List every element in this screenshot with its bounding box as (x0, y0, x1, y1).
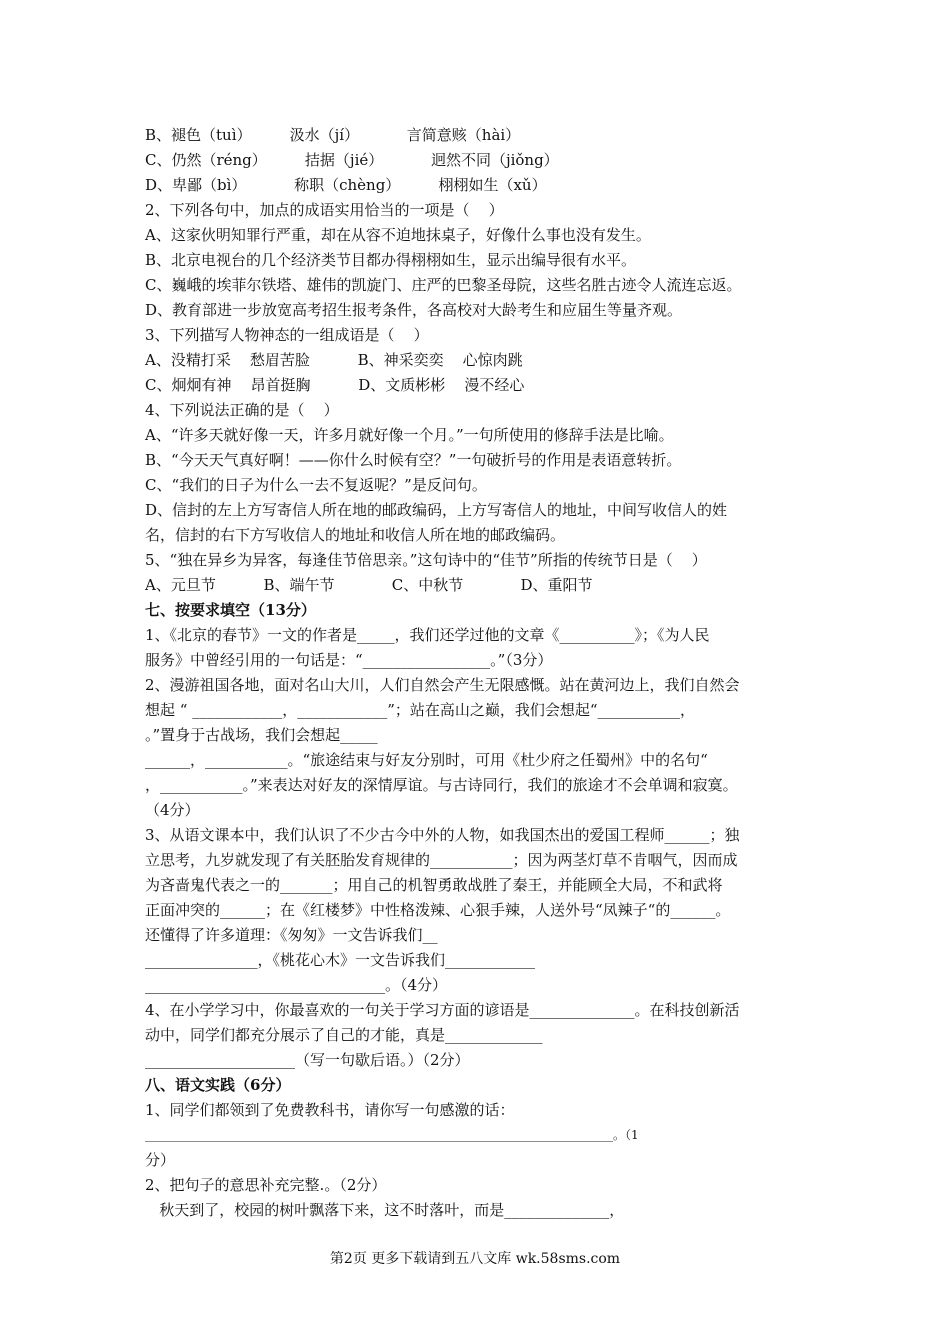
text-line: 1、同学们都领到了免费教科书，请你写一句感激的话： (145, 1101, 515, 1119)
text-line: 动中，同学们都充分展示了自己的才能，真是_____________ (145, 1026, 543, 1044)
text-line: C、“我们的日子为什么一去不复返呢？”是反问句。 (145, 476, 487, 494)
section-heading-8: 八、语文实践（6分） (145, 1076, 291, 1094)
text-line: B、褪色（tuì） 汲水（jí） 言简意赅（hài） (145, 126, 521, 144)
text-line: ，___________。”来表达对好友的深情厚谊。与古诗同行，我们的旅途才不会单调和寂寞。 (145, 776, 738, 794)
text-line: A、元旦节 B、端午节 C、中秋节 D、重阳节 (145, 576, 593, 594)
text-line: 名，信封的右下方写收信人的地址和收信人所在地的邮政编码。 (145, 526, 566, 544)
text-line: 2、漫游祖国各地，面对名山大川，人们自然会产生无限感慨。站在黄河边上，我们自然会 (145, 676, 740, 694)
text-line: ______，___________。“旅途结束与好友分别时，可用《杜少府之任蜀州》中的名句“ (145, 751, 708, 769)
text-line: D、卑鄙（bì） 称职（chèng） 栩栩如生（xǔ） (145, 176, 547, 194)
section-heading-7: 七、按要求填空（13分） (145, 601, 316, 619)
text-line: B、北京电视台的几个经济类节目都办得栩栩如生，显示出编导很有水平。 (145, 251, 637, 269)
text-line: D、信封的左上方写寄信人所在地的邮政编码，上方写寄信人的地址，中间写收信人的姓 (145, 501, 728, 519)
question-3: 3、下列描写人物神态的一组成语是（ ） (145, 326, 429, 344)
text-line: D、教育部进一步放宽高考招生报考条件，各高校对大龄考生和应届生等量齐观。 (145, 301, 683, 319)
text-line: C、炯炯有神 昂首挺胸 D、文质彬彬 漫不经心 (145, 376, 525, 394)
answer-line: ______________________________________________________________________________。（1 (145, 1128, 639, 1142)
text-line: 秋天到了，校园的树叶飘落下来，这不时落叶，而是______________， (145, 1201, 625, 1219)
text-line: 3、从语文课本中，我们认识了不少古今中外的人物，如我国杰出的爱国工程师______；独 (145, 826, 740, 844)
text-line: C、巍峨的埃菲尔铁塔、雄伟的凯旋门、庄严的巴黎圣母院，这些名胜古迹令人流连忘返。 (145, 276, 742, 294)
question-5: 5、“独在异乡为异客，每逢佳节倍思亲。”这句诗中的“佳节”所指的传统节日是（ ） (145, 551, 707, 569)
question-2: 2、下列各句中，加点的成语实用恰当的一项是（ ） (145, 201, 504, 219)
text-line: _______________，《桃花心木》一文告诉我们____________ (145, 951, 536, 969)
text-line: 2、把句子的意思补充完整.。（2分） (145, 1176, 387, 1194)
text-line: 正面冲突的______；在《红楼梦》中性格泼辣、心狠手辣，人送外号“凤辣子“的______。 (145, 901, 731, 919)
text-line: A、“许多天就好像一天，许多月就好像一个月。”一句所使用的修辞手法是比喻。 (145, 426, 674, 444)
text-line: B、“今天天气真好啊！——你什么时候有空？”一句破折号的作用是表语意转折。 (145, 451, 682, 469)
text-line: 4、在小学学习中，你最喜欢的一句关于学习方面的谚语是______________。在科技创新活 (145, 1001, 740, 1019)
text-line: A、这家伙明知罪行严重，却在从容不迫地抹桌子，好像什么事也没有发生。 (145, 226, 651, 244)
text-line: 还懂得了许多道理：《匆匆》一文告诉我们__ (145, 926, 438, 944)
text-line: 分） (145, 1151, 176, 1169)
text-line: 。”置身于古战场，我们会想起_____ (145, 726, 378, 744)
text-line: 1、《北京的春节》一文的作者是_____，我们还学过他的文章《__________》；《为人民 (145, 626, 710, 644)
text-line: ________________________________。（4分） (145, 976, 448, 994)
text-line: C、仍然（réng） 拮据（jié） 迥然不同（jiǒng） (145, 151, 559, 169)
question-4: 4、下列说法正确的是（ ） (145, 401, 339, 419)
text-line: 为吝啬鬼代表之一的_______；用自己的机智勇敢战胜了秦王，并能顾全大局，不和武将 (145, 876, 723, 894)
text-line: 服务》中曾经引用的一句话是：“_________________。”（3分） (145, 651, 553, 669)
text-line: 立思考，九岁就发现了有关胚胎发育规律的___________；因为两茎灯草不肯咽气，因而成 (145, 851, 738, 869)
text-line: ____________________（写一句歇后语。）（2分） (145, 1051, 470, 1069)
page-footer: 第2页 更多下载请到五八文库 wk.58sms.com (329, 1251, 621, 1267)
text-line: A、没精打采 愁眉苦脸 B、神采奕奕 心惊肉跳 (145, 351, 523, 369)
text-line: 想起 “ ____________，____________”；站在高山之巅，我们会想起“___________， (145, 701, 696, 719)
text-line: （4分） (145, 801, 200, 819)
